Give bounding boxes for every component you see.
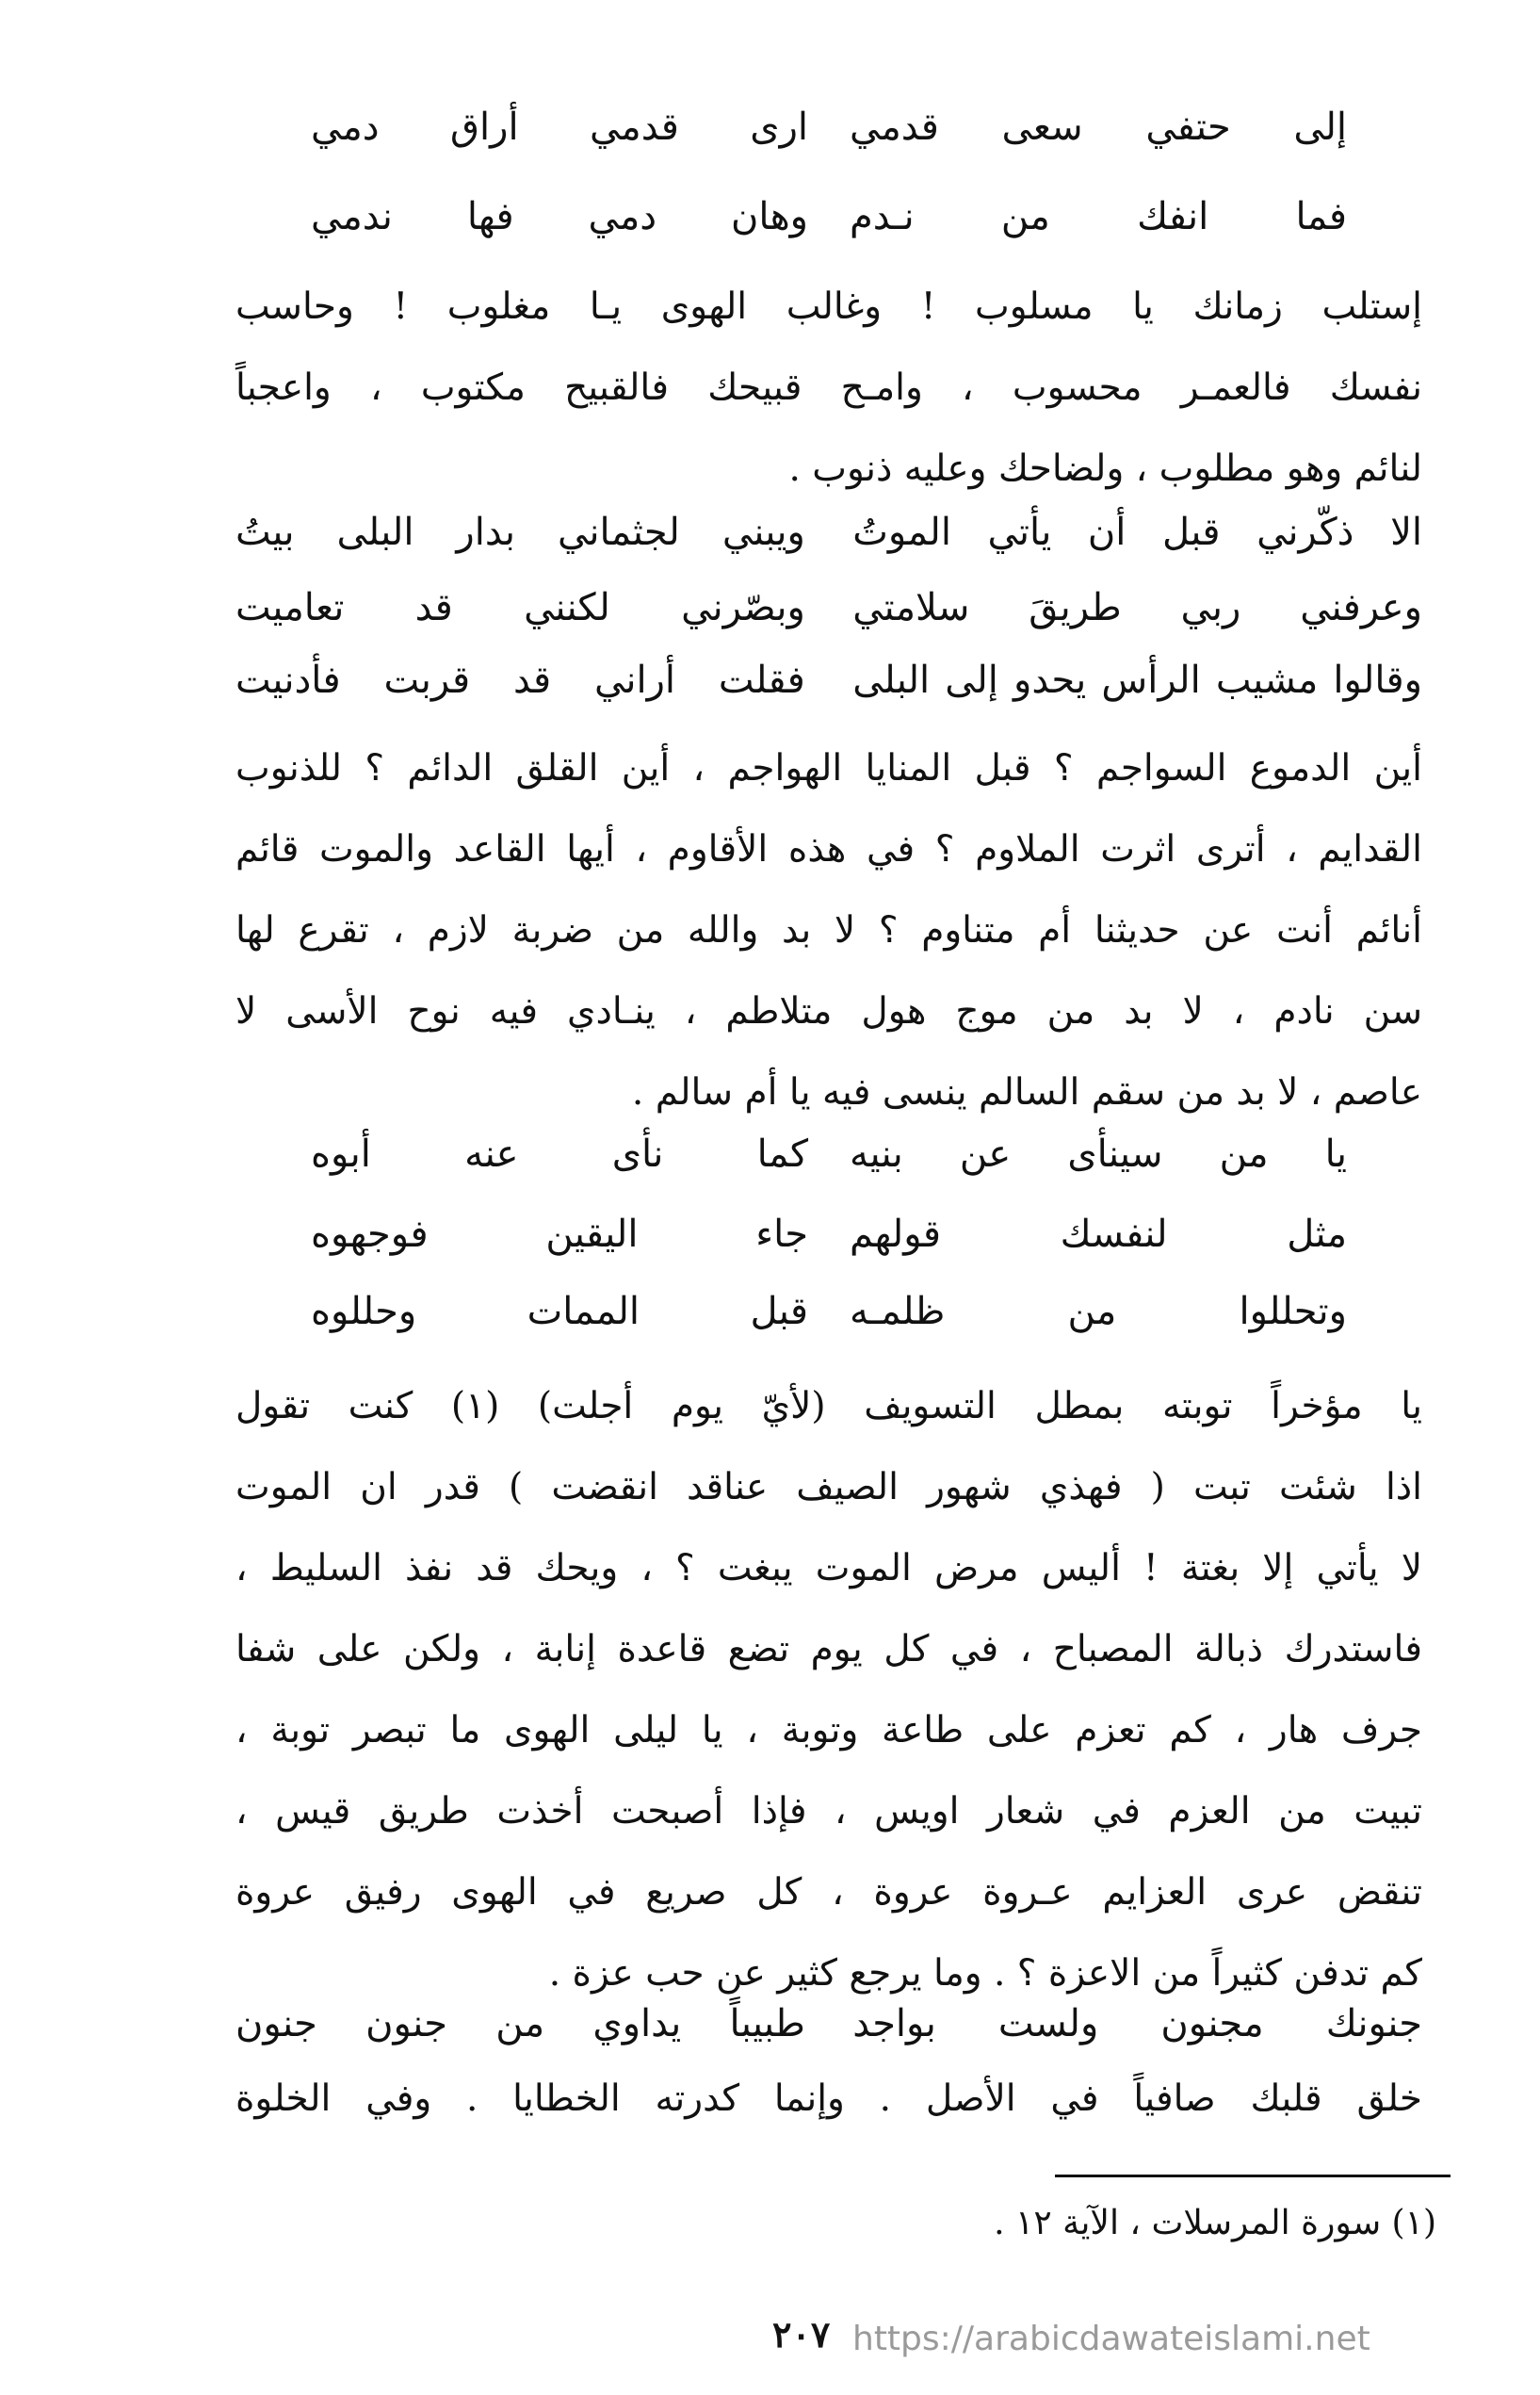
verse-hemistich-left: ارى قدمي أراق دمي <box>311 106 808 149</box>
verse-hemistich-right: مثل لنفسك قولهم <box>850 1213 1347 1256</box>
text-line: تنقض عرى العزايم عـروة عروة ، كل صريع في الهوى رفيق عروة <box>235 1871 1422 1914</box>
paragraph <box>235 2059 1422 2140</box>
watermark-url: https://arabicdawateislami.net <box>852 2320 1370 2358</box>
page-number: ٢٠٧ <box>772 2313 831 2355</box>
verse-line <box>311 1283 1347 1340</box>
verse-line <box>311 99 1347 155</box>
verse-hemistich-right: وتحللوا من ظلمـه <box>850 1290 1347 1333</box>
footnote-separator <box>1055 2175 1451 2177</box>
text-line: جرف هار ، كم تعزم على طاعة وتوبة ، يا ليلى الهوى ما تبصر توبة ، <box>235 1709 1422 1751</box>
verse-line <box>235 652 1422 709</box>
text-line: يا مؤخراً توبته بمطل التسويف (لأيّ يوم أجلت) (١) كنت تقول <box>235 1385 1422 1427</box>
text-line: فاستدرك ذبالة المصباح ، في كل يوم تضع قاعدة إنابة ، ولكن على شفا <box>235 1628 1422 1670</box>
verse-hemistich-left: وبصّرني لكنني قد تعاميت <box>235 586 805 629</box>
verse-hemistich-right: إلى حتفي سعى قدمي <box>850 106 1347 149</box>
text-line: القدايم ، أترى اثرت الملاوم ؟ في هذه الأقاوم ، أيها القاعد والموت قائم <box>235 828 1422 871</box>
text-line: خلق قلبك صافياً في الأصل . وإنما كدرته الخطايا . وفي الخلوة <box>235 2077 1422 2120</box>
text-line: إستلب زمانك يا مسلوب ! وغالب الهوى يـا مغلوب ! وحاسب <box>235 285 1422 328</box>
verse-line <box>311 1206 1347 1263</box>
text-line: اذا شئت تبت ( فهذي شهور الصيف عناقد انقضت ) قدر ان الموت <box>235 1466 1422 1508</box>
footnote: (١) سورة المرسلات ، الآية ١٢ . <box>994 2204 1436 2242</box>
paragraph <box>235 728 1422 1133</box>
verse-hemistich-left: ويبني لجثماني بدار البلى بيتُ <box>235 511 805 554</box>
verse-hemistich-left: جاء اليقين فوجهوه <box>311 1213 808 1256</box>
verse-hemistich-right: وقالوا مشيب الرأس يحدو إلى البلى <box>852 659 1422 702</box>
text-line: نفسك فالعمـر محسوب ، وامـح قبيحك فالقبيح مكتوب ، واعجباً <box>235 367 1422 409</box>
text-line: أنائم أنت عن حديثنا أم متناوم ؟ لا بد والله من ضربة لازم ، تقرع لها <box>235 909 1422 952</box>
text-line: أين الدموع السواجم ؟ قبل المنايا الهواجم ، أين القلق الدائم ؟ للذنوب <box>235 747 1422 790</box>
verse-line <box>311 1126 1347 1182</box>
verse-hemistich-right: جنونك مجنون ولست بواجد <box>852 2002 1422 2045</box>
verse-hemistich-left: وهان دمي فها ندمي <box>311 195 808 238</box>
verse-line <box>235 1996 1422 2052</box>
text-line: عاصم ، لا بد من سقم السالم ينسى فيه يا أم سالم . <box>631 1071 1422 1114</box>
paragraph <box>235 267 1422 510</box>
verse-hemistich-left: طبيباً يداوي من جنون جنون <box>235 2002 805 2045</box>
verse-line <box>311 188 1347 245</box>
text-line: كم تدفن كثيراً من الاعزة ؟ . وما يرجع كثير عن حب عزة . <box>548 1952 1422 1995</box>
verse-line <box>235 579 1422 636</box>
text-line: لا يأتي إلا بغتة ! أليس مرض الموت يبغت ؟ ، ويحك قد نفذ السليط ، <box>235 1547 1422 1589</box>
text-line: لنائم وهو مطلوب ، ولضاحك وعليه ذنوب . <box>788 448 1422 490</box>
verse-hemistich-left: كما نأى عنه أبوه <box>311 1132 808 1176</box>
text-line: تبيت من العزم في شعار اويس ، فإذا أصبحت أخذت طريق قيس ، <box>235 1790 1422 1833</box>
verse-hemistich-right: فما انفك من نـدم <box>850 195 1347 238</box>
verse-hemistich-right: وعرفني ربي طريقَ سلامتي <box>852 586 1422 629</box>
verse-hemistich-left: فقلت أراني قد قربت فأدنيت <box>235 659 805 702</box>
verse-line <box>235 504 1422 561</box>
verse-hemistich-left: قبل الممات وحللوه <box>311 1290 808 1333</box>
text-line: سن نادم ، لا بد من موج هول متلاطم ، ينـادي فيه نوح الأسى لا <box>235 990 1422 1033</box>
paragraph <box>235 1366 1422 2014</box>
verse-hemistich-right: الا ذكّرني قبل أن يأتي الموتُ <box>852 511 1422 554</box>
verse-hemistich-right: يا من سينأى عن بنيه <box>850 1132 1347 1176</box>
